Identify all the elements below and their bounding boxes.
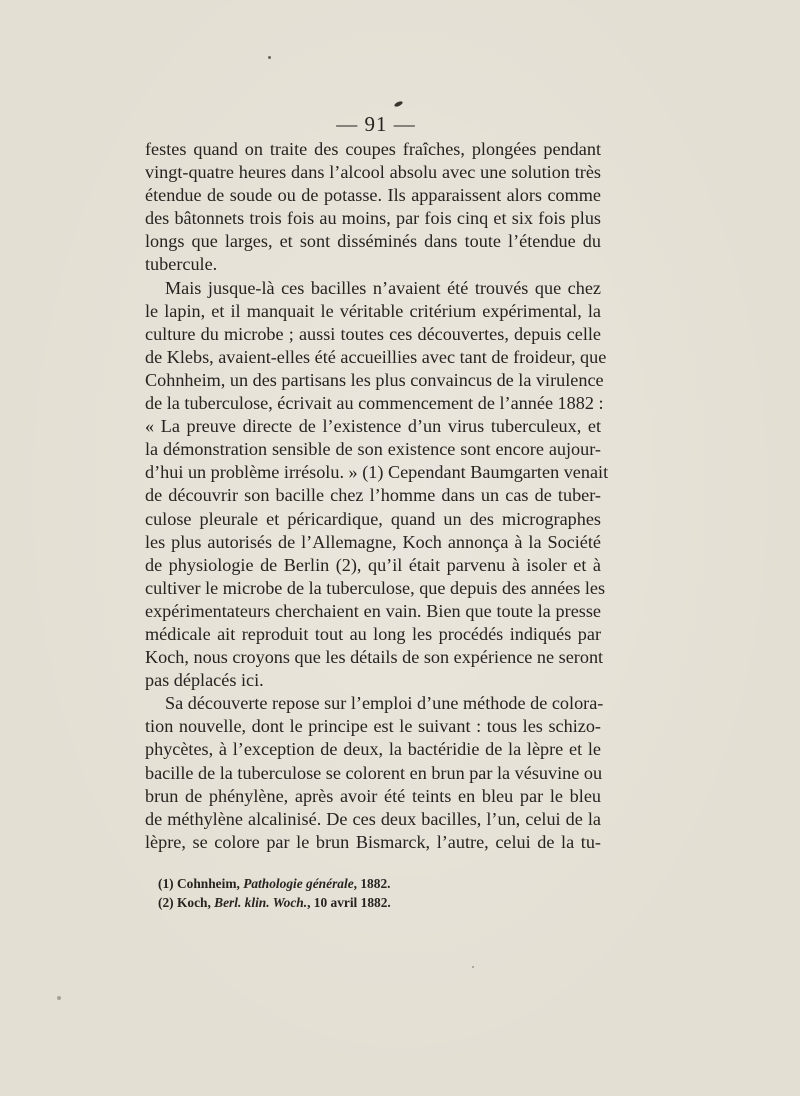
paper-speck	[472, 966, 474, 968]
footnote-details: , 1882.	[353, 876, 391, 891]
footnote	[158, 874, 598, 893]
text-line: Mais jusque-là ces bacilles n’avaient été trouvés que chez	[165, 277, 601, 298]
footnote-details: , 10 avril 1882.	[307, 895, 391, 910]
text-line: de méthylène alcalinisé. De ces deux bacilles, l’un, celui de la	[145, 808, 601, 829]
text-line: longs que larges, et sont disséminés dans toute l’étendue du	[145, 231, 601, 252]
text-line: bacille de la tuberculose se colorent en brun par la vésuvine ou	[145, 762, 603, 783]
body-text	[145, 138, 609, 854]
ink-mark	[394, 100, 404, 107]
text-line: Cohnheim, un des partisans les plus convaincus de la virulence	[145, 369, 604, 390]
text-line: vingt-quatre heures dans l’alcool absolu avec une solution très	[145, 162, 601, 183]
text-line: de physiologie de Berlin (2), qu’il était parvenu à isoler et à	[145, 554, 601, 575]
text-line: tubercule.	[145, 254, 218, 275]
text-line: lèpre, se colore par le brun Bismarck, l’autre, celui de la tu-	[145, 831, 601, 852]
text-line: de la tuberculose, écrivait au commencement de l’année 1882 :	[145, 393, 604, 414]
paper-speck	[268, 56, 271, 59]
text-line: des bâtonnets trois fois au moins, par fois cinq et six fois plus	[145, 208, 601, 229]
text-line: « La preuve directe de l’existence d’un virus tuberculeux, et	[145, 416, 601, 437]
text-line: médicale ait reproduit tout au long les procédés indiqués par	[145, 623, 601, 644]
text-line: Sa découverte repose sur l’emploi d’une méthode de colora-	[165, 693, 604, 714]
footnote	[158, 893, 598, 912]
footnotes	[158, 874, 598, 912]
text-line: la démonstration sensible de son existence sont encore aujour-	[145, 439, 601, 460]
text-line: tion nouvelle, dont le principe est le suivant : tous les schizo-	[145, 716, 601, 737]
text-line: Koch, nous croyons que les détails de son expérience ne seront	[145, 647, 604, 668]
text-line: de Klebs, avaient-elles été accueillies avec tant de froideur, que	[145, 346, 607, 367]
text-line: phycètes, à l’exception de deux, la bactéridie de la lèpre et le	[145, 739, 601, 760]
text-line: expérimentateurs cherchaient en vain. Bien que toute la presse	[145, 600, 601, 621]
footnote-ref: (2) Koch,	[158, 895, 215, 910]
text-line: les plus autorisés de l’Allemagne, Koch annonça à la Société	[145, 531, 601, 552]
text-line: cultiver le microbe de la tuberculose, que depuis des années les	[145, 577, 606, 598]
text-line: d’hui un problème irrésolu. » (1) Cependant Baumgarten venait	[145, 462, 609, 483]
text-line: de découvrir son bacille chez l’homme dans un cas de tuber-	[145, 485, 601, 506]
paper-speck	[57, 996, 61, 1000]
text-line: pas déplacés ici.	[145, 670, 264, 691]
text-line: brun de phénylène, après avoir été teints en bleu par le bleu	[145, 785, 601, 806]
text-line: le lapin, et il manquait le véritable critérium expérimental, la	[145, 300, 601, 321]
footnote-ref: (1) Cohnheim,	[158, 876, 244, 891]
text-line: festes quand on traite des coupes fraîches, plongées pendant	[145, 139, 601, 159]
text-line: culose pleurale et péricardique, quand un des micrographes	[145, 508, 601, 529]
page-number: — 91 —	[336, 112, 416, 136]
text-line: culture du microbe ; aussi toutes ces découvertes, depuis celle	[145, 323, 601, 344]
footnote-title: Berl. klin. Woch.	[214, 895, 308, 910]
footnote-title: Pathologie générale	[243, 876, 354, 891]
text-line: étendue de soude ou de potasse. Ils apparaissent alors comme	[145, 185, 601, 206]
